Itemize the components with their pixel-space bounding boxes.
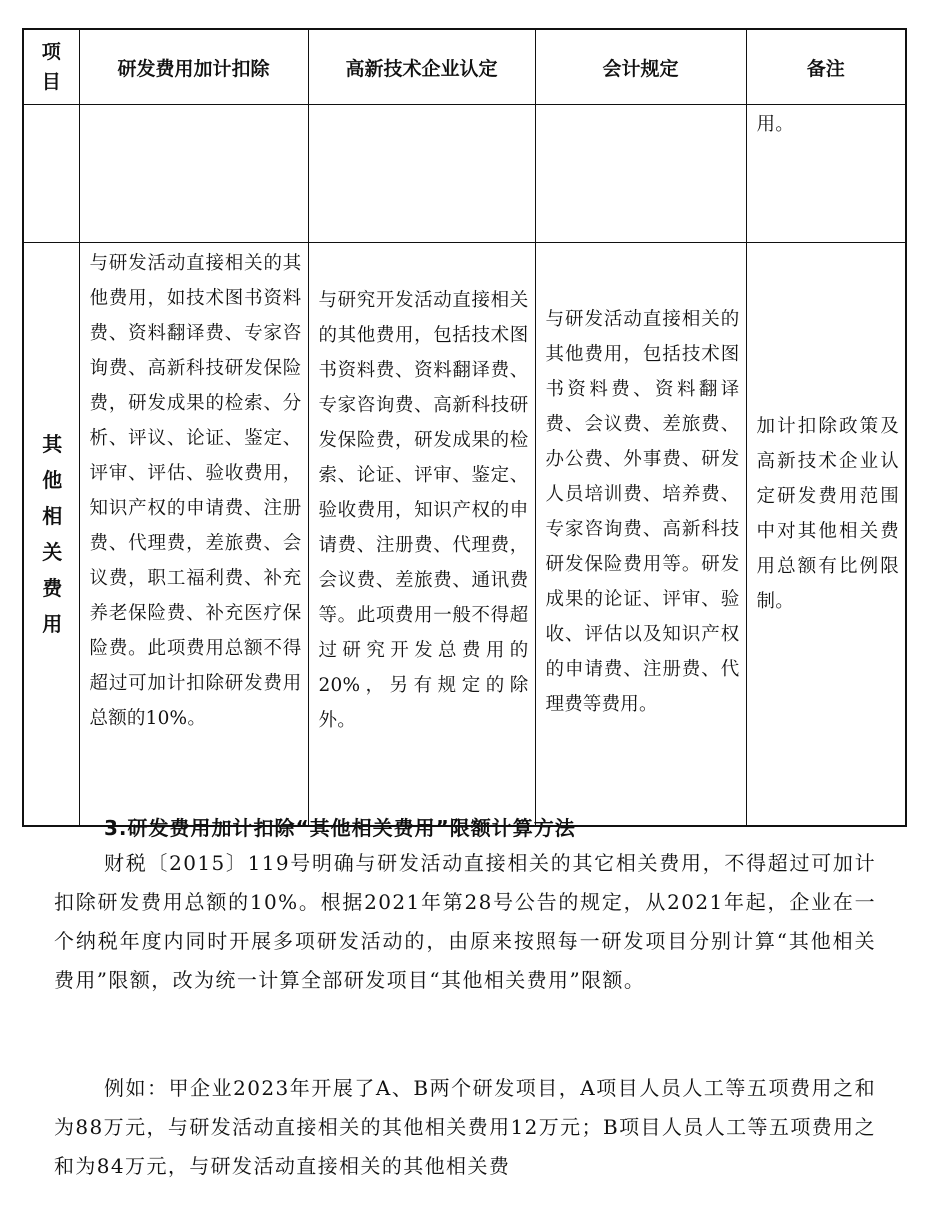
section-heading: 3.研发费用加计扣除“其他相关费用”限额计算方法 [104, 816, 576, 840]
other-costs-hightech-text: 与研究开发活动直接相关的其他费用，包括技术图书资料费、资料翻译费、专家咨询费、高新科技研发保险费，研发成果的检索、论证、评审、鉴定、验收费用，知识产权的申请费、注册费、代理费，会议费、差旅费、通讯费等。此项费用一般不得超过研究开发总费用的20%，另有规定的除外。 [318, 290, 529, 731]
header-high-tech: 高新技术企业认定 [308, 29, 535, 105]
continued-item-cell [23, 105, 79, 243]
table-row-continued [23, 105, 906, 243]
continued-rd-cell [79, 105, 308, 243]
continued-hightech-cell [308, 105, 535, 243]
header-item: 项目 [23, 29, 79, 105]
continued-remarks-cell [746, 105, 906, 243]
other-costs-rd-cell [79, 243, 308, 827]
comparison-table [22, 28, 907, 827]
other-costs-label-cell [23, 243, 79, 827]
table-header-row [23, 29, 906, 105]
other-costs-rd-text: 与研发活动直接相关的其他费用，如技术图书资料费、资料翻译费、专家咨询费、高新科技研发保险费，研发成果的检索、分析、评议、论证、鉴定、评审、评估、验收费用，知识产权的申请费、注册费、代理费，差旅费、会议费，职工福利费、补充养老保险费、补充医疗保险费。此项费用总额不得超过可加计扣除研发费用总额的10%。 [89, 253, 302, 729]
other-costs-accounting-cell [535, 243, 746, 827]
continued-remarks-text: 用。 [756, 114, 794, 135]
header-rd-deduction: 研发费用加计扣除 [79, 29, 308, 105]
body-paragraph-2: 例如：甲企业2023年开展了A、B两个研发项目，A项目人员人工等五项费用之和为88万元，与研发活动直接相关的其他相关费用12万元；B项目人员人工等五项费用之和为84万元，与研发活动直接相关的其他相关费 [54, 1076, 876, 1178]
other-costs-label: 其他相关费用 [42, 432, 63, 636]
continued-accounting-cell [535, 105, 746, 243]
other-costs-accounting-text: 与研发活动直接相关的其他费用，包括技术图书资料费、资料翻译费、会议费、差旅费、办公费、外事费、研发人员培训费、培养费、专家咨询费、高新科技研发保险费用等。研发成果的论证、评审、验收、评估以及知识产权的申请费、注册费、代理费等费用。 [545, 309, 740, 715]
other-costs-hightech-cell [308, 243, 535, 827]
body-paragraph-1: 财税〔2015〕119号明确与研发活动直接相关的其它相关费用，不得超过可加计扣除研发费用总额的10%。根据2021年第28号公告的规定，从2021年起，企业在一个纳税年度内同时开展多项研发活动的，由原来按照每一研发项目分别计算“其他相关费用”限额，改为统一计算全部研发项目“其他相关费用”限额。 [54, 851, 876, 992]
header-accounting: 会计规定 [535, 29, 746, 105]
table-row-other-costs [23, 243, 906, 827]
other-costs-remarks-cell [746, 243, 906, 827]
header-remarks: 备注 [746, 29, 906, 105]
other-costs-remarks-text: 加计扣除政策及高新技术企业认定研发费用范围中对其他相关费用总额有比例限制。 [756, 416, 899, 612]
